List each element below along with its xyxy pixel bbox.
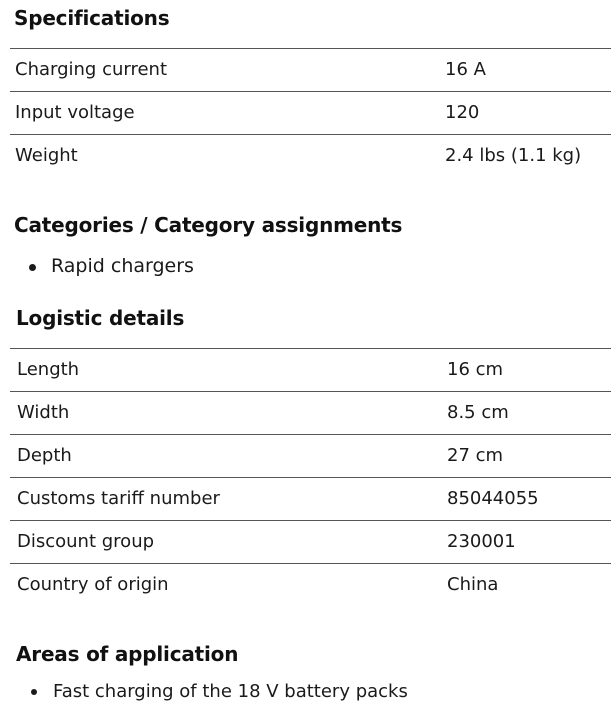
spec-value: 120 xyxy=(445,102,480,123)
spec-label: Charging current xyxy=(15,59,168,80)
bullet-icon xyxy=(31,689,37,695)
table-row xyxy=(10,91,611,134)
spec-label: Input voltage xyxy=(15,102,135,123)
logistic-value: 16 cm xyxy=(447,359,504,380)
table-row xyxy=(10,520,611,563)
logistic-label: Width xyxy=(17,402,70,423)
table-row xyxy=(10,348,611,391)
categories-heading: Categories / Category assignments xyxy=(14,213,403,237)
logistic-heading: Logistic details xyxy=(16,306,185,330)
logistic-label: Discount group xyxy=(17,531,155,552)
table-row xyxy=(10,48,611,91)
logistic-label: Length xyxy=(17,359,80,380)
specifications-heading: Specifications xyxy=(14,6,170,30)
logistic-table xyxy=(10,348,611,606)
logistic-value: 85044055 xyxy=(447,488,539,509)
application-text: Fast charging of the 18 V battery packs xyxy=(53,681,408,702)
specifications-table xyxy=(10,48,611,177)
table-row xyxy=(10,134,611,177)
bullet-icon xyxy=(29,264,36,271)
logistic-label: Depth xyxy=(17,445,72,466)
spec-value: 16 A xyxy=(445,59,486,80)
logistic-label: Customs tariff number xyxy=(17,488,220,509)
category-link[interactable]: Rapid chargers xyxy=(51,255,194,277)
spec-label: Weight xyxy=(15,145,78,166)
table-row xyxy=(10,391,611,434)
table-row xyxy=(10,563,611,606)
logistic-value: 27 cm xyxy=(447,445,504,466)
logistic-value: China xyxy=(447,574,499,595)
spec-value: 2.4 lbs (1.1 kg) xyxy=(445,145,582,166)
table-row xyxy=(10,477,611,520)
logistic-value: 8.5 cm xyxy=(447,402,509,423)
table-row xyxy=(10,434,611,477)
application-heading: Areas of application xyxy=(16,642,239,666)
logistic-label: Country of origin xyxy=(17,574,169,595)
logistic-value: 230001 xyxy=(447,531,516,552)
